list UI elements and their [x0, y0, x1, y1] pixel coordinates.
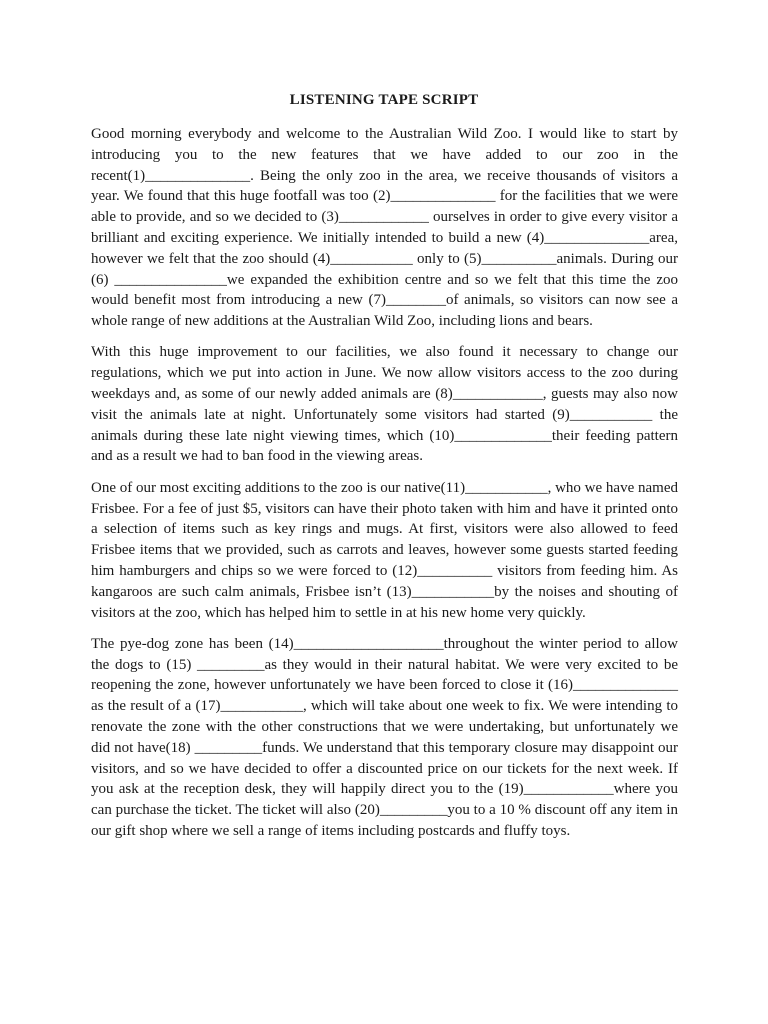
paragraph-3: One of our most exciting additions to the zoo is our native(11)___________, who we have named Frisbee. For a fee of just $5, visitors can have their photo taken with him and have it printed onto a selection of items such as key rings and mugs. At first, visitors were also allowed to feed Frisbee items that we provided, such as carrots and leaves, however some guests started feeding him hamburgers and chips so we were forced to (12)__________ visitors from feeding him. As kangaroos are such calm animals, Frisbee isn’t (13)___________by the noises and shouting of visitors at the zoo, which has helped him to settle in at his new home very quickly.	[91, 479, 678, 621]
paragraph-4: The pye-dog zone has been (14)____________________throughout the winter period to allow the dogs to (15) _________as they would in their natural habitat. We were very excited to be reopening the zone, however unfortunately we have been forced to close it (16)______________ as the result of a (17)___________, which will take about one week to fix. We were intending to renovate the zone with the other constructions that we were undertaking, but unfortunately we did not have(18) _________funds. We understand that this temporary closure may disappoint our visitors, and so we have decided to offer a discounted price on our tickets for the next week. If you ask at the reception desk, they will happily direct you to the (19)____________where you can purchase the ticket. The ticket will also (20)_________you to a 10 % discount off any item in our gift shop where we sell a range of items including postcards and fluffy toys.	[91, 635, 678, 839]
paragraph-2: With this huge improvement to our facilities, we also found it necessary to change our regulations, which we put into action in June. We now allow visitors access to the zoo during weekdays and, as some of our newly added animals are (8)____________, guests may also now visit the animals late at night. Unfortunately some visitors had started (9)___________ the animals during these late night viewing times, which (10)_____________their feeding pattern and as a result we had to ban food in the viewing areas.	[91, 344, 678, 465]
paragraph-1: Good morning everybody and welcome to the Australian Wild Zoo. I would like to start by introducing you to the new features that we have added to our zoo in the recent(1)______________. Being the only zoo in the area, we receive thousands of visitors a year. We found that this huge footfall was too (2)______________ for the facilities that we were able to provide, and so we decided to (3)____________ ourselves in order to give every visitor a brilliant and exciting experience. We initially intended to build a new (4)______________area, however we felt that the zoo should (4)___________ only to (5)__________animals. During our (6) _______________we expanded the exhibition centre and so we felt that this time the zoo would benefit most from introducing a new (7)________of animals, so visitors can now see a whole range of new additions at the Australian Wild Zoo, including lions and bears.	[91, 126, 678, 330]
document-body	[91, 124, 678, 852]
document-title: LISTENING TAPE SCRIPT	[289, 92, 479, 108]
